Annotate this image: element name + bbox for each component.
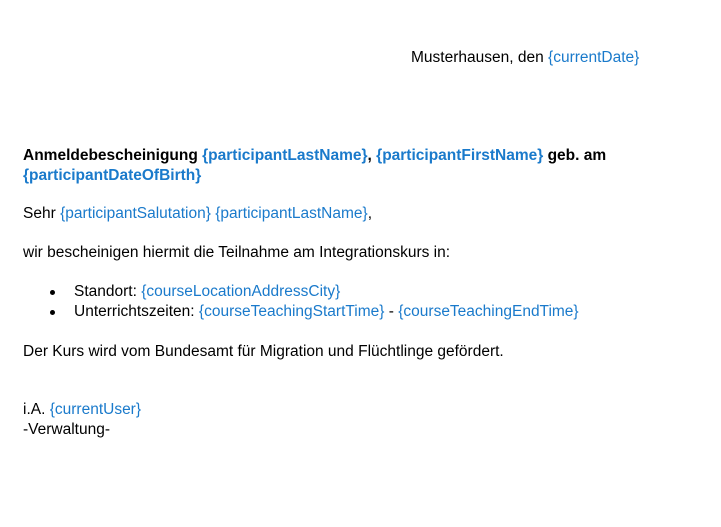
participant-date-of-birth-placeholder: {participantDateOfBirth} — [23, 167, 202, 184]
course-teaching-end-placeholder: {courseTeachingEndTime} — [398, 303, 579, 320]
salutation-line — [23, 204, 372, 224]
intro-paragraph: wir bescheinigen hiermit die Teilnahme am Integrationskurs in: — [23, 244, 451, 261]
subject-heading — [23, 146, 606, 186]
subject-line-1 — [23, 146, 606, 166]
bullet-icon — [50, 310, 55, 315]
course-location-placeholder: {courseLocationAddressCity} — [141, 283, 341, 300]
signature-user-line — [23, 400, 141, 420]
time-separator: - — [384, 303, 399, 320]
place-prefix: Musterhausen, den — [411, 49, 549, 66]
date-line — [411, 48, 639, 68]
subject-separator: , — [367, 147, 377, 164]
funding-paragraph: Der Kurs wird vom Bundesamt für Migration und Flüchtlinge gefördert. — [23, 343, 504, 360]
signature-prefix: i.A. — [23, 401, 50, 418]
signature-department: -Verwaltung- — [23, 421, 111, 438]
subject-label: Anmeldebescheinigung — [23, 147, 203, 164]
bullet-icon — [50, 290, 55, 295]
current-user-placeholder: {currentUser} — [49, 401, 142, 418]
signature-block — [23, 400, 141, 440]
current-date-placeholder: {currentDate} — [548, 49, 640, 66]
teaching-times-label: Unterrichtszeiten: — [74, 303, 199, 320]
salutation-suffix: , — [367, 205, 373, 222]
list-item-teaching-times — [47, 302, 579, 322]
location-label: Standort: — [74, 283, 142, 300]
course-teaching-start-placeholder: {courseTeachingStartTime} — [198, 303, 385, 320]
salutation-last-name-placeholder: {participantLastName} — [215, 205, 368, 222]
participant-salutation-placeholder: {participantSalutation} — [60, 205, 211, 222]
course-details-list — [47, 282, 579, 322]
salutation-prefix: Sehr — [23, 205, 61, 222]
participant-first-name-placeholder: {participantFirstName} — [376, 147, 544, 164]
participant-last-name-placeholder: {participantLastName} — [202, 147, 368, 164]
list-item-location — [47, 282, 579, 302]
born-text: geb. am — [543, 147, 607, 164]
